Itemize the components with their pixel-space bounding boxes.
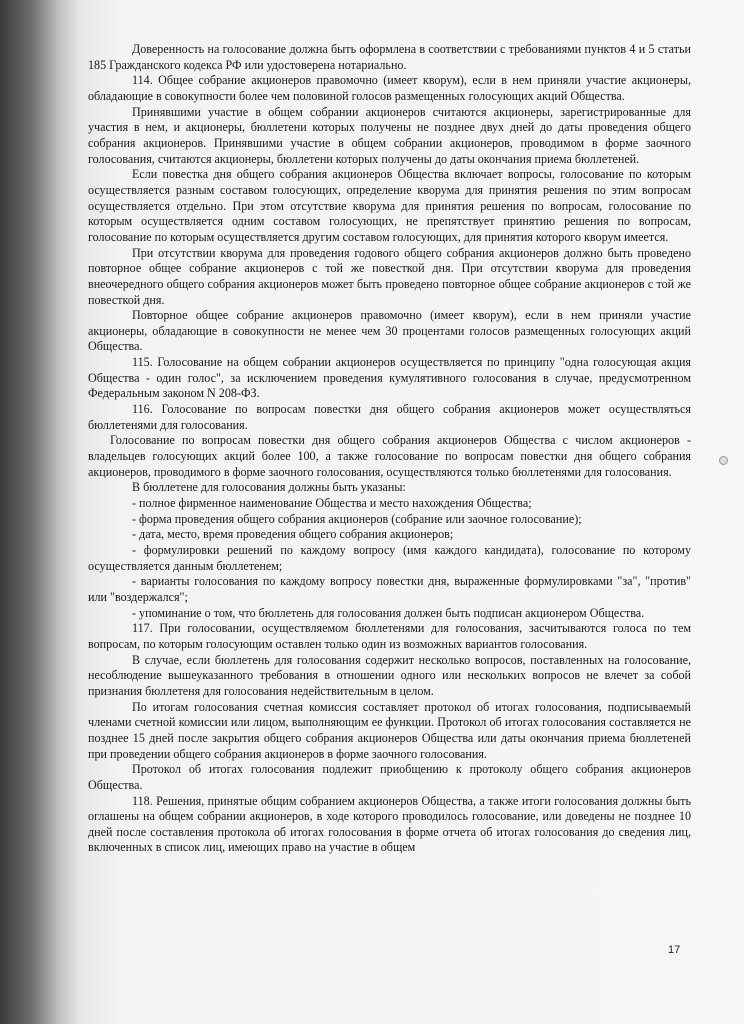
- punch-hole: [719, 456, 728, 465]
- paragraph: 114. Общее собрание акционеров правомочно (имеет кворум), если в нем приняли участие акционеры, обладающие в совокупности более чем половиной голосов размещенных голосующих акций Общества.: [88, 73, 691, 103]
- paragraph: - формулировки решений по каждому вопросу (имя каждого кандидата), голосование по которому осуществляется данным бюллетенем;: [88, 543, 691, 573]
- paragraph: Принявшими участие в общем собрании акционеров считаются акционеры, зарегистрированные для участия в нем, и акционеры, бюллетени которых получены не позднее двух дней до даты проведения общего собрания акционеров. Принявшими участие в общем собрании акционеров, проводимом в форме заочного голосования, считаются акционеры, бюллетени которых получены до даты окончания приема бюллетеней.: [88, 104, 691, 166]
- paragraph: 116. Голосование по вопросам повестки дня общего собрания акционеров может осуществляться бюллетенями для голосования.: [88, 402, 691, 432]
- paragraph: Доверенность на голосование должна быть оформлена в соответствии с требованиями пунктов 4 и 5 статьи 185 Гражданского кодекса РФ или удостоверена нотариально.: [88, 42, 691, 72]
- paragraph: Повторное общее собрание акционеров правомочно (имеет кворум), если в нем приняли участие акционеры, обладающие в совокупности не менее чем 30 процентами голосов размещенных голосующих акций Общества.: [88, 308, 691, 354]
- paragraph: - дата, место, время проведения общего собрания акционеров;: [132, 527, 454, 542]
- paragraph: - полное фирменное наименование Общества и место нахождения Общества;: [132, 496, 532, 511]
- document-body: [88, 42, 691, 856]
- paragraph: В случае, если бюллетень для голосования содержит несколько вопросов, поставленных на голосование, несоблюдение вышеуказанного требования в отношении одного или нескольких вопросов не влечет за собой признания бюллетеня для голосования недействительным в целом.: [88, 652, 691, 698]
- paragraph: - варианты голосования по каждому вопросу повестки дня, выраженные формулировками "за", "против" или "воздержался";: [88, 574, 691, 604]
- paragraph: - форма проведения общего собрания акционеров (собрание или заочное голосование);: [132, 511, 582, 526]
- page-number: 17: [668, 944, 681, 956]
- paragraph: - упоминание о том, что бюллетень для голосования должен быть подписан акционером Общества.: [132, 605, 645, 620]
- paragraph: Протокол об итогах голосования подлежит приобщению к протоколу общего собрания акционеров Общества.: [88, 762, 691, 792]
- paragraph: В бюллетене для голосования должны быть указаны:: [132, 480, 406, 495]
- paragraph: 115. Голосование на общем собрании акционеров осуществляется по принципу "одна голосующая акция Общества - один голос", за исключением проведения кумулятивного голосования в случае, предусмотренном Федеральным законом N 208-ФЗ.: [88, 355, 691, 401]
- paragraph: Голосование по вопросам повестки дня общего собрания акционеров Общества с числом акционеров - владельцев голосующих акций более 100, а также голосование по вопросам повестки дня общего собрания акционеров, проводимого в форме заочного голосования, осуществляются только бюллетенями для голосования.: [88, 433, 691, 479]
- paragraph: При отсутствии кворума для проведения годового общего собрания акционеров должно быть проведено повторное общее собрание акционеров с той же повесткой дня. При отсутствии кворума для проведения внеочередного общего собрания акционеров может быть проведено повторное общее собрание акционеров с той же повесткой дня.: [88, 245, 691, 307]
- paragraph: 118. Решения, принятые общим собранием акционеров Общества, а также итоги голосования должны быть оглашены на общем собрании акционеров, в ходе которого проводилось голосование, или доведены не позднее 10 дней после составления протокола об итогах голосования в форме отчета об итогах голосования до сведения лиц, включенных в список лиц, имеющих право на участие в общем: [88, 793, 691, 855]
- paragraph: Если повестка дня общего собрания акционеров Общества включает вопросы, голосование по которым осуществляется разным составом голосующих, определение кворума для принятия решения по этим вопросам осуществляется отдельно. При этом отсутствие кворума для принятия решения по вопросам, голосование по которым осуществляется одним составом голосующих, не препятствует принятию решения по вопросам, голосование по которым осуществляется другим составом голосующих, для принятия которого кворум имеется.: [88, 167, 691, 244]
- paragraph: 117. При голосовании, осуществляемом бюллетенями для голосования, засчитываются голоса по тем вопросам, по которым голосующим оставлен только один из возможных вариантов голосования.: [88, 621, 691, 651]
- paragraph: По итогам голосования счетная комиссия составляет протокол об итогах голосования, подписываемый членами счетной комиссии или лицом, выполняющим ее функции. Протокол об итогах голосования составляется не позднее 15 дней после закрытия общего собрания акционеров Общества или даты окончания приема бюллетеней при проведении общего собрания акционеров в форме заочного голосования.: [88, 699, 691, 761]
